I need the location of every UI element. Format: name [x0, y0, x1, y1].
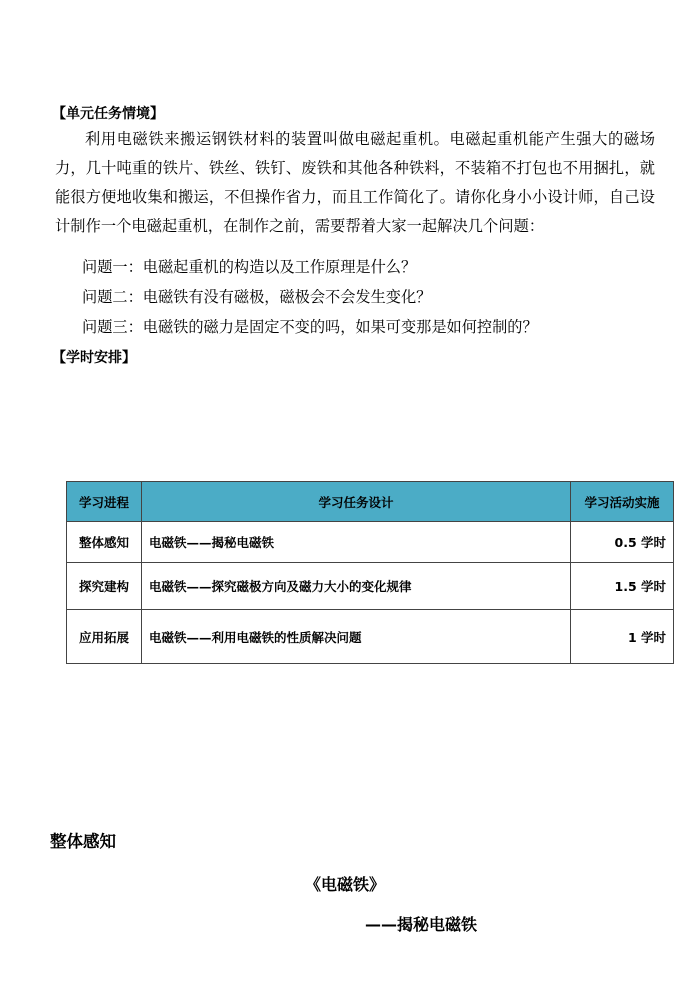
cell-task: 电磁铁——揭秘电磁铁 [142, 522, 571, 563]
schedule-table [66, 481, 674, 664]
cell-hours: 0.5 学时 [571, 522, 674, 563]
heading-schedule: 【学时安排】 [52, 350, 136, 366]
question-1: 问题一：电磁起重机的构造以及工作原理是什么？ [82, 258, 417, 276]
cell-progress: 探究建构 [67, 563, 142, 610]
table-row [67, 610, 674, 664]
cell-hours: 1.5 学时 [571, 563, 674, 610]
header-progress: 学习进程 [67, 482, 142, 522]
table-row [67, 563, 674, 610]
section-title: 整体感知 [50, 832, 116, 851]
cell-progress: 整体感知 [67, 522, 142, 563]
book-subtitle: ——揭秘电磁铁 [365, 915, 478, 934]
book-title: 《电磁铁》 [305, 875, 386, 894]
context-paragraph-text: 利用电磁铁来搬运钢铁材料的装置叫做电磁起重机。电磁起重机能产生强大的磁场力，几十吨重的铁片、铁丝、铁钉、废铁和其他各种铁料，不装箱不打包也不用捆扎，就能很方便地收集和搬运，不但操作省力，而且工作简化了。请你化身小小设计师，自己设计制作一个电磁起重机，在制作之前，需要帮着大家一起解决几个问题： [55, 130, 655, 235]
table-row [67, 522, 674, 563]
cell-task: 电磁铁——利用电磁铁的性质解决问题 [142, 610, 571, 664]
cell-hours: 1 学时 [571, 610, 674, 664]
question-2: 问题二：电磁铁有没有磁极，磁极会不会发生变化？ [82, 288, 432, 306]
context-paragraph [55, 125, 655, 241]
header-activity: 学习活动实施 [571, 482, 674, 522]
cell-task: 电磁铁——探究磁极方向及磁力大小的变化规律 [142, 563, 571, 610]
heading-unit-context: 【单元任务情境】 [52, 106, 164, 122]
header-task-design: 学习任务设计 [142, 482, 571, 522]
table-header-row [67, 482, 674, 522]
question-3: 问题三：电磁铁的磁力是固定不变的吗，如果可变那是如何控制的？ [82, 318, 538, 336]
cell-progress: 应用拓展 [67, 610, 142, 664]
